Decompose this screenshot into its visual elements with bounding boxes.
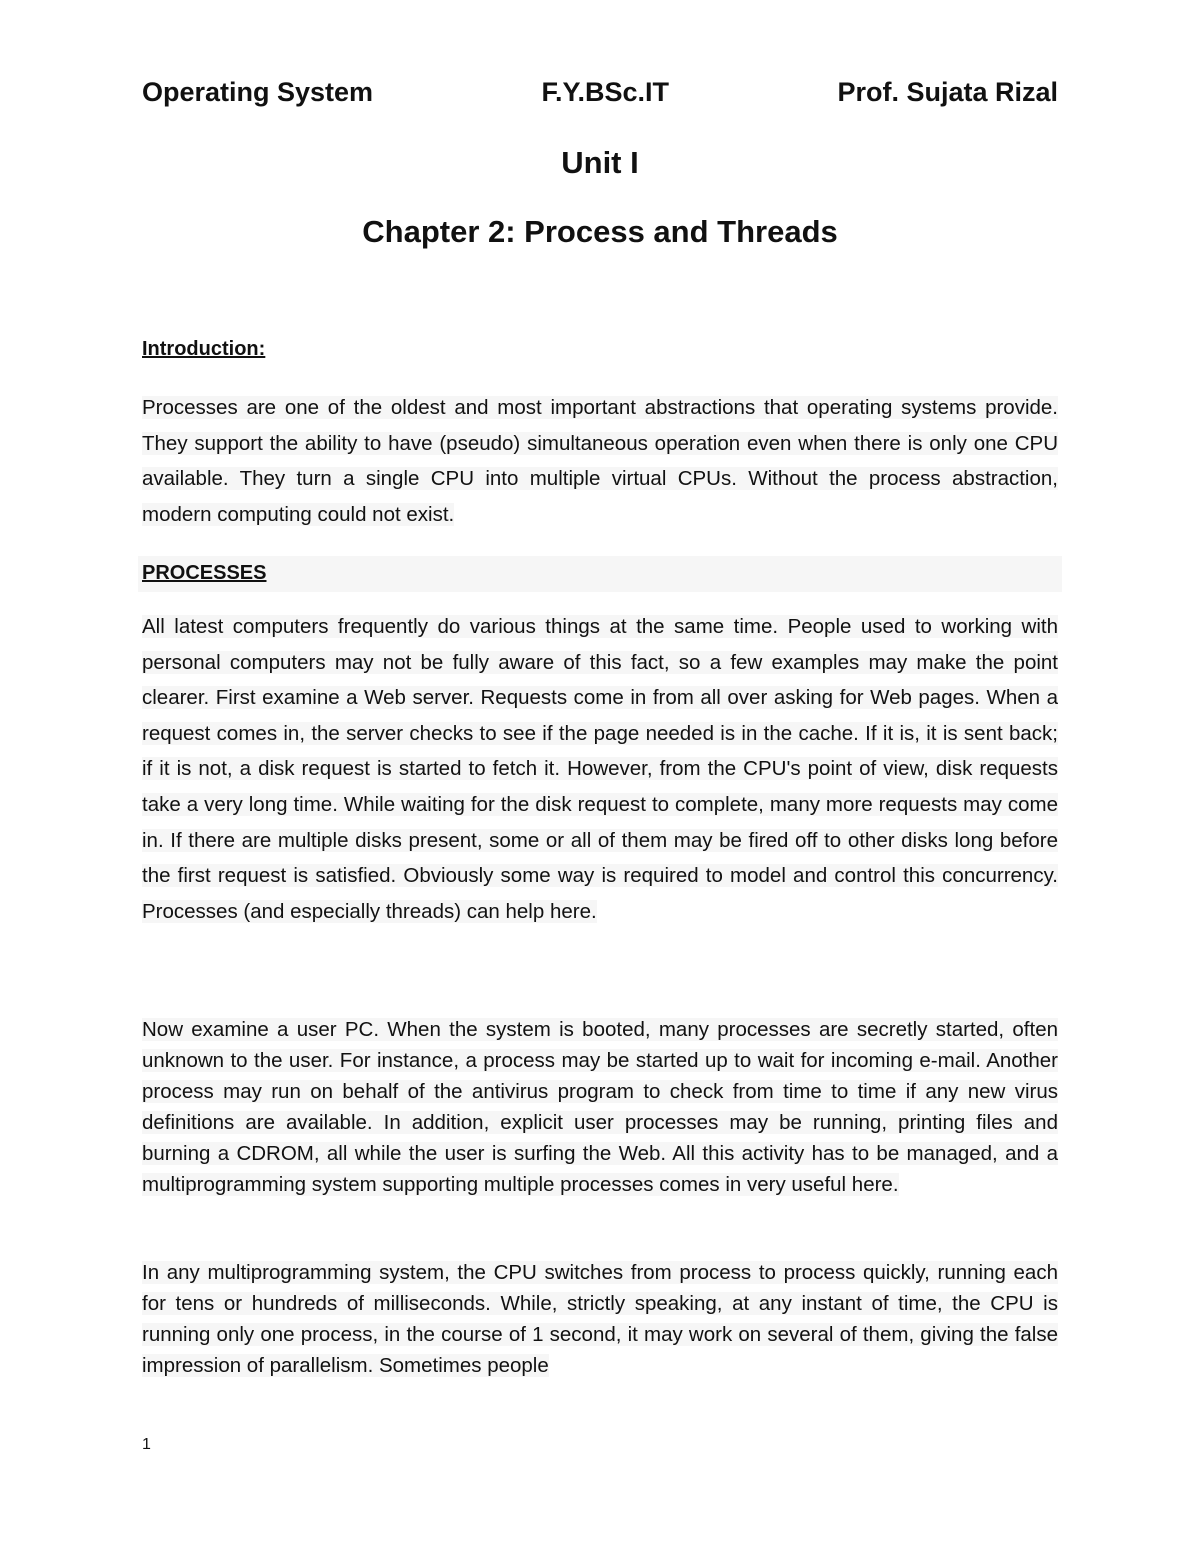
- introduction-heading: Introduction:: [142, 338, 266, 360]
- page-header: [142, 74, 1058, 110]
- processes-paragraph-3: [142, 1257, 1058, 1381]
- processes-paragraph-1-text: All latest computers frequently do various things at the same time. People used to working with personal computers may not be fully aware of this fact, so a few examples may make the point clearer. First examine a Web server. Requests come in from all over asking for Web pages. When a request comes in, the server checks to see if the page needed is in the cache. If it is, it is sent back; if it is not, a disk request is started to fetch it. However, from the CPU's point of view, disk requests take a very long time. While waiting for the disk request to complete, many more requests may come in. If there are multiple disks present, some or all of them may be fired off to other disks long before the first request is satisfied. Obviously some way is required to model and control this concurrency. Processes (and especially threads) can help here.: [142, 615, 1058, 923]
- header-course: F.Y.BSc.IT: [541, 76, 670, 107]
- processes-paragraph-2-text: Now examine a user PC. When the system is booted, many processes are secretly started, often unknown to the user. For instance, a process may be started up to wait for incoming e-mail. Another process may run on behalf of the antivirus program to check from time to time if any new virus definitions are available. In addition, explicit user processes may be running, printing files and burning a CDROM, all while the user is surfing the Web. All this activity has to be managed, and a multiprogramming system supporting multiple processes comes in very useful here.: [142, 1018, 1058, 1196]
- processes-heading: PROCESSES: [142, 562, 267, 584]
- header-subject: Operating System: [142, 76, 374, 107]
- processes-heading-band: [138, 556, 1062, 592]
- introduction-paragraph: [142, 390, 1058, 532]
- introduction-paragraph-text: Processes are one of the oldest and most important abstractions that operating systems provide. They support the ability to have (pseudo) simultaneous operation even when there is only one CPU available. They turn a single CPU into multiple virtual CPUs. Without the process abstraction, modern computing could not exist.: [142, 396, 1058, 526]
- header-author: Prof. Sujata Rizal: [837, 76, 1058, 107]
- processes-paragraph-2: [142, 1014, 1058, 1200]
- page-number: 1: [142, 1436, 151, 1453]
- processes-paragraph-3-text: In any multiprogramming system, the CPU switches from process to process quickly, running each for tens or hundreds of milliseconds. While, strictly speaking, at any instant of time, the CPU is running only one process, in the course of 1 second, it may work on several of them, giving the false impression of parallelism. Sometimes people: [142, 1261, 1058, 1377]
- chapter-title: Chapter 2: Process and Threads: [362, 214, 838, 249]
- unit-title: Unit I: [561, 145, 639, 180]
- processes-paragraph-1: [142, 609, 1058, 929]
